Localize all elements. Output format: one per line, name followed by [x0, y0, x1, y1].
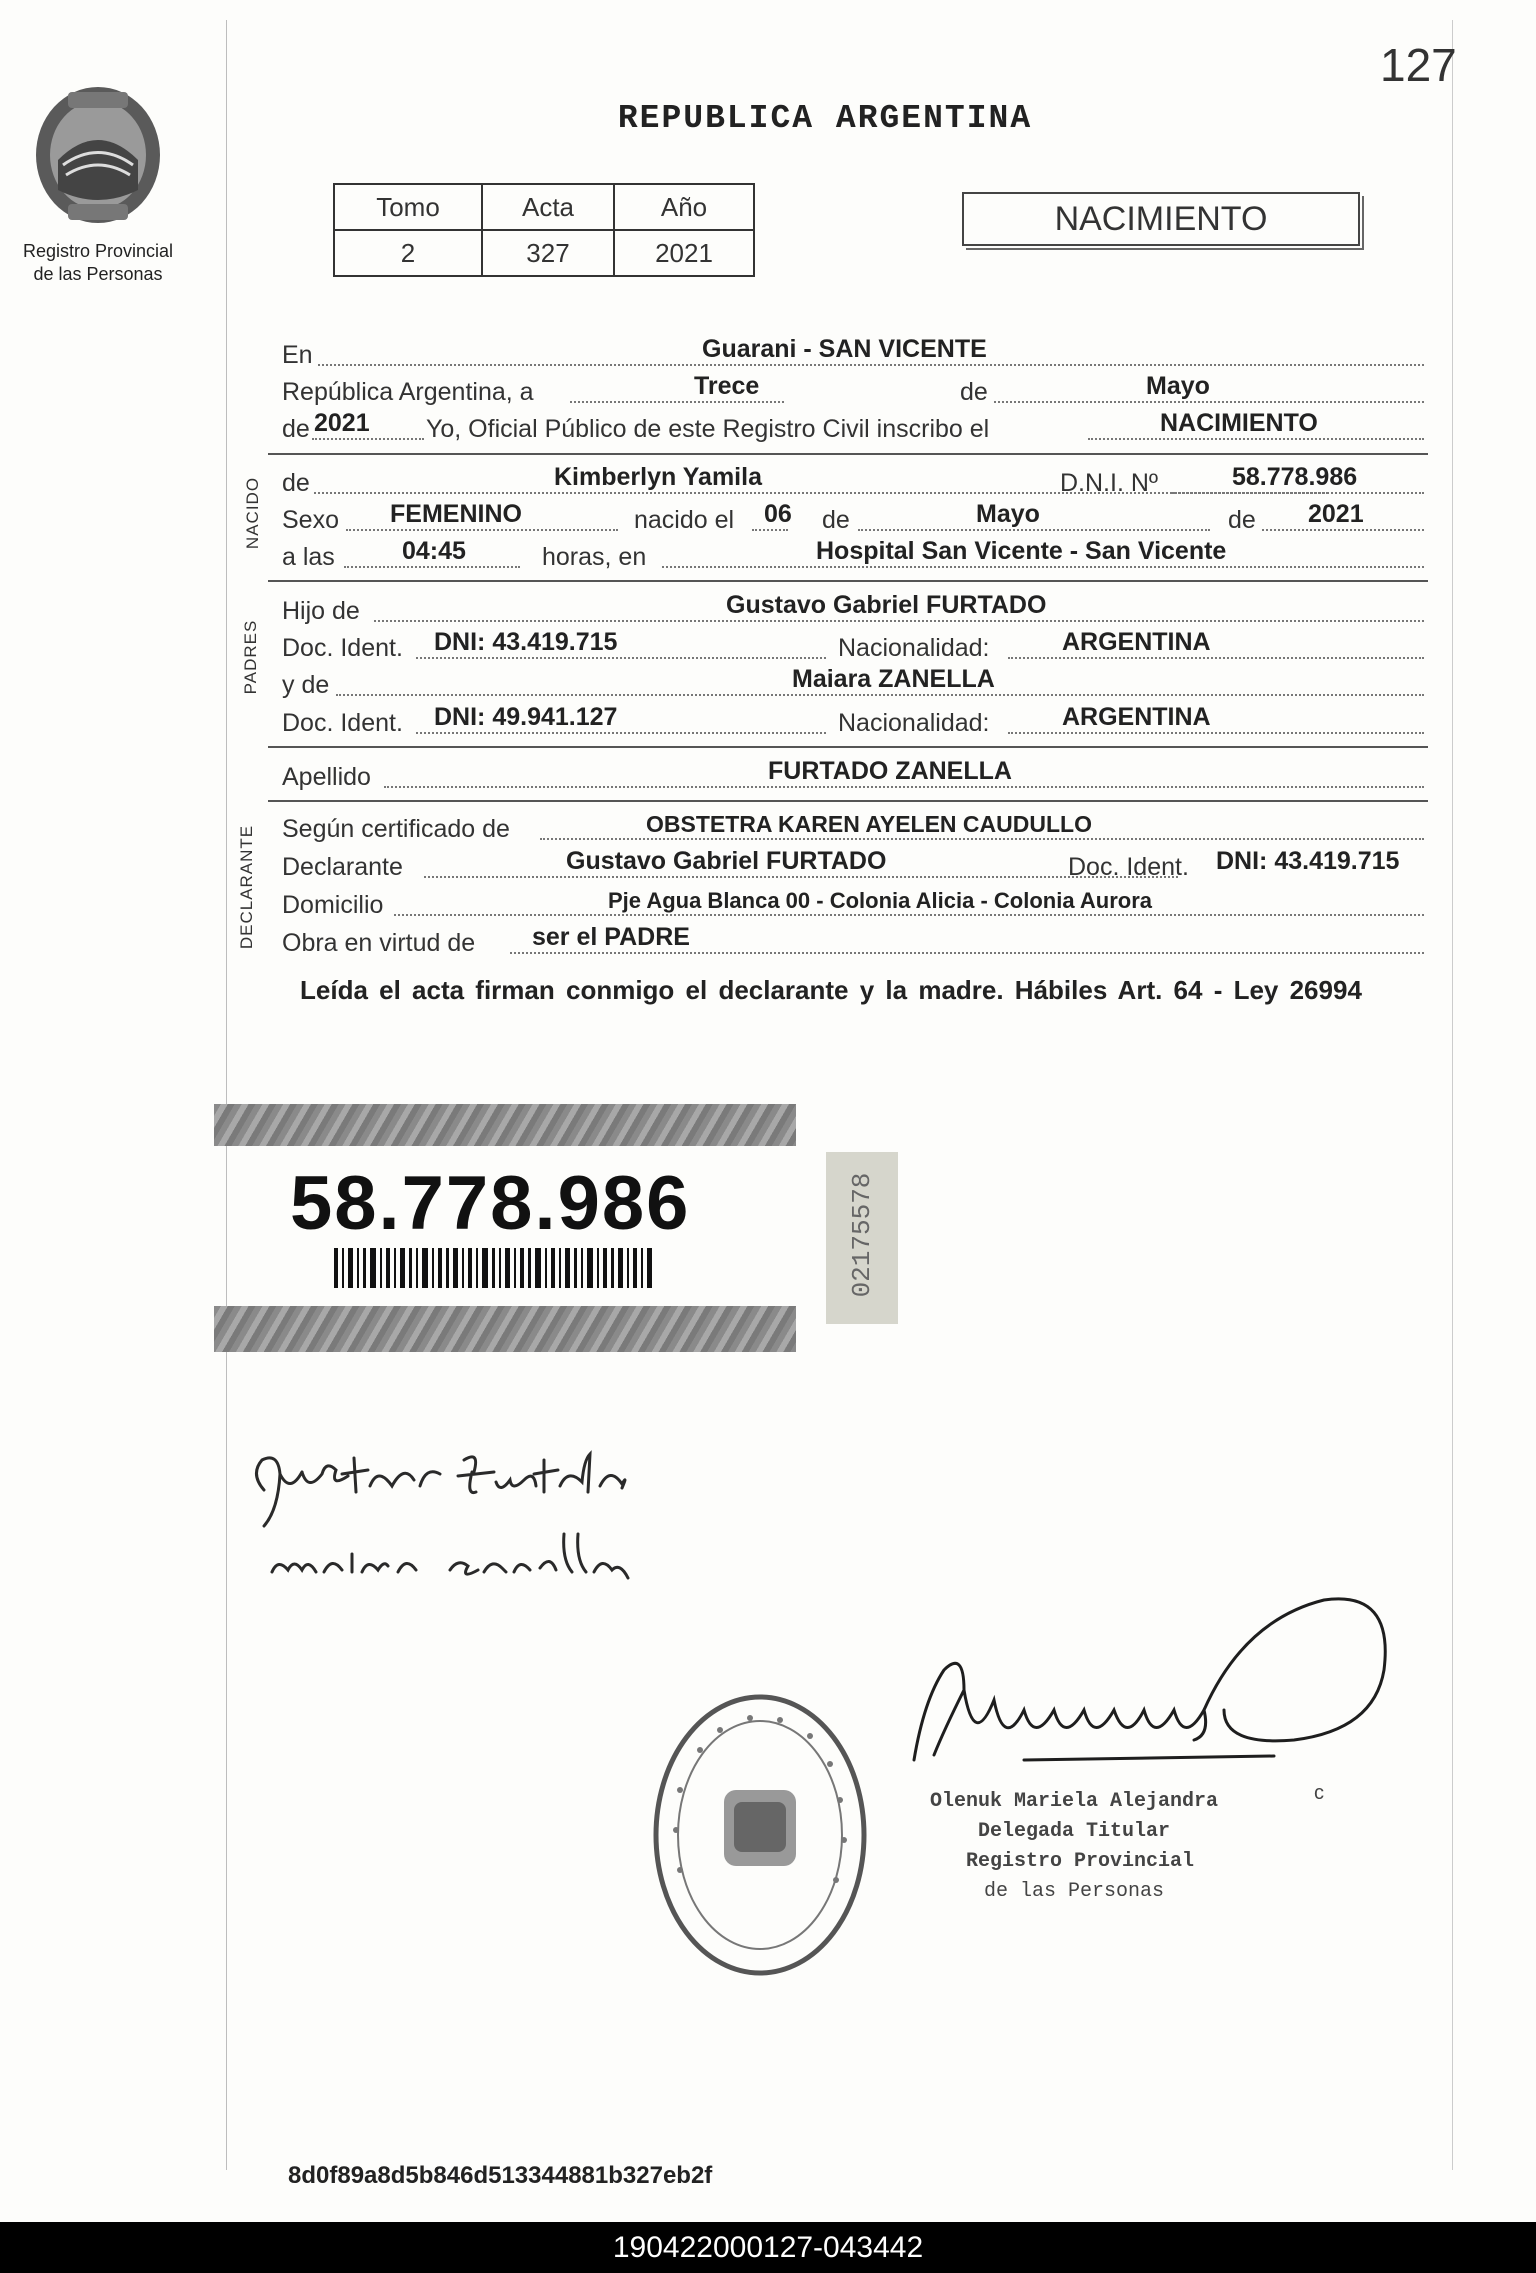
label-dni: D.N.I. Nº	[1060, 469, 1159, 497]
apellido-value: FURTADO ZANELLA	[768, 757, 1012, 785]
row-date	[282, 372, 1424, 407]
section-declarante-label: DECLARANTE	[237, 824, 256, 950]
row-nacido-time	[282, 537, 1424, 572]
birth-day: 06	[764, 500, 792, 528]
child-dni: 58.778.986	[1232, 463, 1358, 491]
obra-value: ser el PADRE	[532, 923, 690, 951]
row-mother-name	[282, 665, 1424, 700]
row-year	[282, 409, 1424, 444]
act-type: NACIMIENTO	[1160, 409, 1318, 437]
row-apellido	[282, 757, 1424, 792]
sticker-serial-text: 02175578	[847, 1172, 877, 1298]
row-domicilio	[282, 890, 1424, 920]
issuer-line2: de las Personas	[33, 264, 163, 284]
label-y-de: y de	[282, 671, 330, 699]
location-place: Guarani - SAN VICENTE	[702, 335, 987, 363]
ref-header-ano: Año	[614, 184, 754, 230]
label-de-birth-year: de	[1228, 506, 1256, 534]
officer-role: Delegada Titular	[978, 1820, 1171, 1843]
label-domicilio: Domicilio	[282, 891, 384, 919]
sticker-barcode	[334, 1248, 654, 1288]
reference-table	[333, 183, 755, 277]
father-doc: DNI: 43.419.715	[434, 628, 618, 656]
label-nacido-el: nacido el	[634, 506, 735, 534]
officer-signature	[904, 1560, 1404, 1790]
section-nacido-label: NACIDO	[243, 476, 262, 550]
ref-value-acta: 327	[482, 230, 614, 276]
label-certificado: Según certificado de	[282, 815, 510, 843]
label-father-doc: Doc. Ident.	[282, 634, 403, 662]
father-name: Gustavo Gabriel FURTADO	[726, 591, 1047, 619]
registration-month: Mayo	[1146, 372, 1210, 400]
separator-1	[268, 453, 1428, 455]
official-stamp	[640, 1680, 880, 1990]
left-margin-line	[226, 20, 227, 2170]
separator-4	[268, 800, 1428, 802]
sticker-band-bottom	[214, 1306, 796, 1352]
ref-value-ano: 2021	[614, 230, 754, 276]
father-nationality: ARGENTINA	[1062, 628, 1211, 656]
sticker-band-top	[214, 1104, 796, 1146]
label-declarante-doc: Doc. Ident.	[1068, 853, 1189, 881]
record-kind-box: NACIMIENTO	[962, 192, 1360, 246]
domicilio-value: Pje Agua Blanca 00 - Colonia Alicia - Colonia Aurora	[608, 888, 1152, 913]
label-republica: República Argentina, a	[282, 378, 534, 406]
certificado-value: OBSTETRA KAREN AYELEN CAUDULLO	[646, 811, 1092, 837]
mother-nationality: ARGENTINA	[1062, 703, 1211, 731]
child-name: Kimberlyn Yamila	[554, 463, 762, 491]
label-mother-doc: Doc. Ident.	[282, 709, 403, 737]
birth-month: Mayo	[976, 500, 1040, 528]
label-hijo-de: Hijo de	[282, 597, 360, 625]
footer-code-bar: 190422000127-043442	[0, 2222, 1536, 2273]
officer-name: Olenuk Mariela Alejandra	[930, 1790, 1219, 1813]
label-officer: Yo, Oficial Público de este Registro Civil inscribo el	[426, 415, 990, 443]
separator-2	[268, 580, 1428, 582]
row-father-name	[282, 591, 1424, 626]
document-hash: 8d0f89a8d5b846d513344881b327eb2f	[288, 2162, 713, 2189]
row-nacido-sex	[282, 500, 1424, 535]
label-en: En	[282, 341, 313, 369]
page-title: REPUBLICA ARGENTINA	[617, 100, 1033, 137]
label-obra: Obra en virtud de	[282, 929, 476, 957]
right-margin-line	[1452, 20, 1453, 2170]
row-mother-doc	[282, 703, 1424, 738]
row-location	[282, 335, 1424, 370]
label-de-year: de	[282, 415, 310, 443]
declarante-doc: DNI: 43.419.715	[1216, 847, 1400, 875]
birth-time: 04:45	[402, 537, 466, 565]
officer-org-line2: de las Personas	[984, 1880, 1165, 1903]
label-declarante: Declarante	[282, 853, 403, 881]
row-father-doc	[282, 628, 1424, 663]
declarante-name: Gustavo Gabriel FURTADO	[566, 847, 887, 875]
sticker-serial	[826, 1152, 898, 1324]
mother-name: Maiara ZANELLA	[792, 665, 995, 693]
label-de-month: de	[822, 506, 850, 534]
label-de-name: de	[282, 469, 310, 497]
label-a-las: a las	[282, 543, 335, 571]
birth-place: Hospital San Vicente - San Vicente	[816, 537, 1227, 565]
section-padres-label: PADRES	[241, 619, 260, 695]
label-de: de	[960, 378, 988, 406]
label-apellido: Apellido	[282, 763, 371, 791]
registration-day: Trece	[694, 372, 760, 400]
issuer-caption	[0, 240, 196, 286]
label-horas: horas, en	[542, 543, 647, 571]
declarant-signatures	[244, 1430, 684, 1610]
separator-3	[268, 746, 1428, 748]
child-sex: FEMENINO	[390, 500, 522, 528]
row-declarante	[282, 847, 1424, 882]
mother-doc: DNI: 49.941.127	[434, 703, 618, 731]
label-father-nationality: Nacionalidad:	[838, 634, 990, 662]
registration-year: 2021	[314, 409, 370, 437]
label-mother-nationality: Nacionalidad:	[838, 709, 990, 737]
row-obra	[282, 923, 1424, 958]
closing-statement: Leída el acta firman conmigo el declarante y la madre. Hábiles Art. 64 - Ley 26994	[300, 975, 1362, 1005]
issuer-line1: Registro Provincial	[22, 241, 174, 261]
page-number: 127	[1380, 39, 1457, 91]
ref-header-tomo: Tomo	[334, 184, 482, 230]
officer-signature-mark: c	[1314, 1782, 1324, 1804]
officer-org-line1: Registro Provincial	[966, 1850, 1195, 1873]
row-nacido-name	[282, 463, 1424, 498]
label-sexo: Sexo	[282, 506, 339, 534]
birth-year: 2021	[1308, 500, 1364, 528]
ref-header-acta: Acta	[482, 184, 614, 230]
sticker-dni-number: 58.778.986	[290, 1161, 691, 1246]
ref-value-tomo: 2	[334, 230, 482, 276]
row-certificado	[282, 811, 1424, 844]
